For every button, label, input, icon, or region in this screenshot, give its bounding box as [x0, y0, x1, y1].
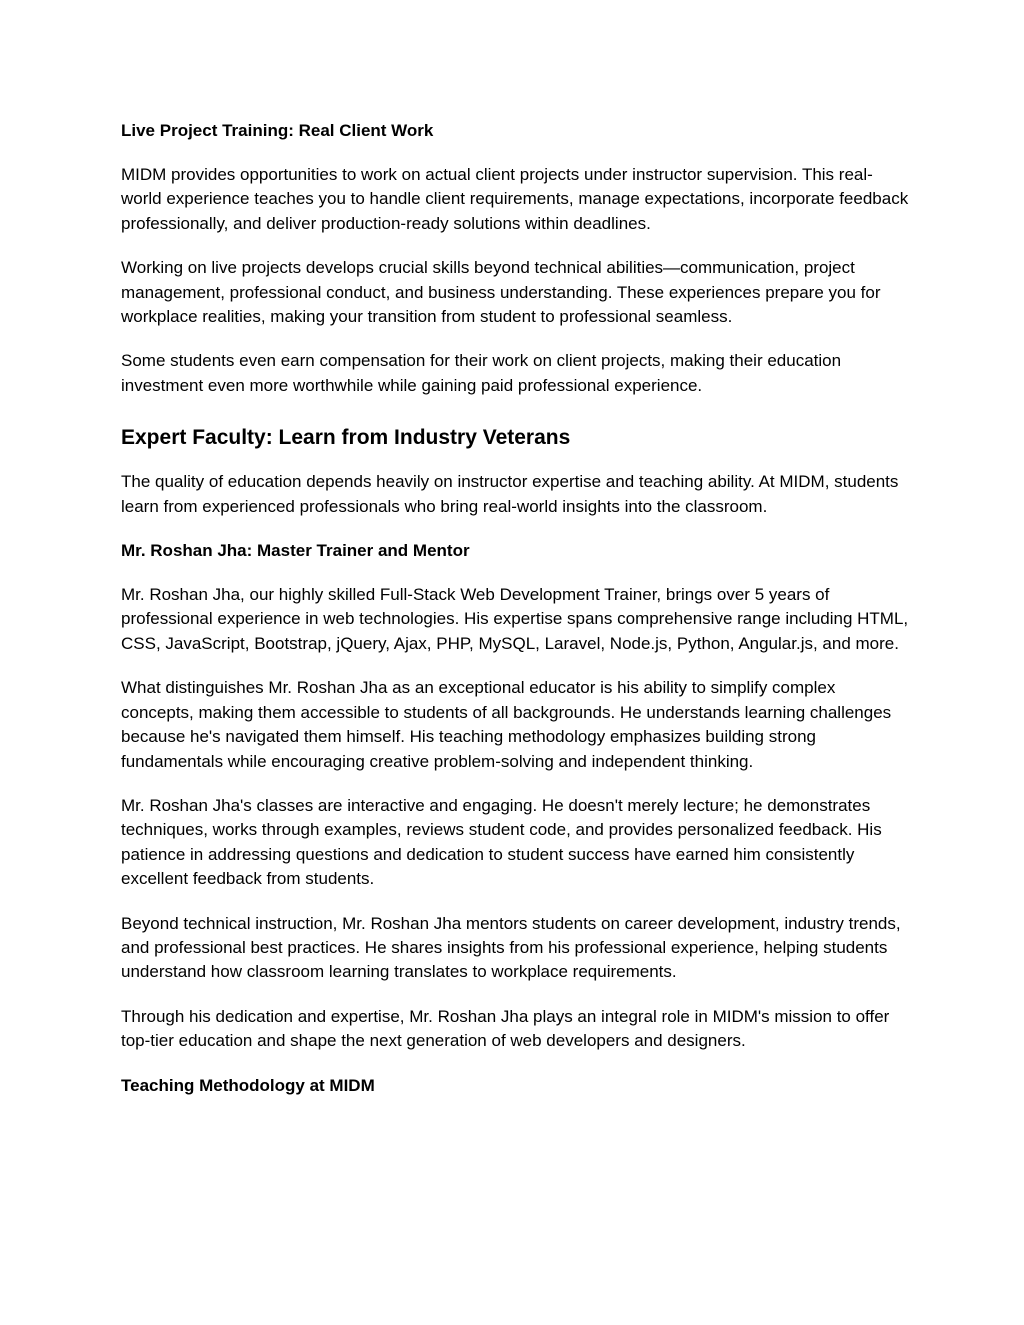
live-project-heading: Live Project Training: Real Client Work	[121, 121, 434, 140]
live-project-paragraph-2: Working on live projects develops crucial skills beyond technical abilities—communication, project management, professional conduct, and business understanding. These experiences prepare you for workplace realities, making your transition from student to professional seamless.	[121, 258, 881, 327]
document-page	[121, 119, 911, 1118]
roshan-jha-heading: Mr. Roshan Jha: Master Trainer and Mentor	[121, 541, 470, 561]
roshan-jha-paragraph-1: Mr. Roshan Jha, our highly skilled Full-Stack Web Development Trainer, brings over 5 years of professional experience in web technologies. His expertise spans comprehensive range including HTML, CSS, JavaScript, Bootstrap, jQuery, Ajax, PHP, MySQL, Laravel, Node.js, Python, Angular.js, and more.	[121, 585, 909, 653]
roshan-jha-paragraph-5: Through his dedication and expertise, Mr. Roshan Jha plays an integral role in MIDM's mission to offer top-tier education and shape the next generation of web developers and designers.	[121, 1006, 890, 1051]
live-project-paragraph-1: MIDM provides opportunities to work on actual client projects under instructor supervision. This real-world experience teaches you to handle client requirements, manage expectations, incorporate feedback professionally, and deliver production-ready solutions within deadlines.	[121, 165, 909, 233]
teaching-methodology-heading: Teaching Methodology at MIDM	[121, 1075, 375, 1095]
live-project-paragraph-3: Some students even earn compensation for their work on client projects, making their education investment even more worthwhile while gaining paid professional experience.	[121, 351, 842, 395]
expert-faculty-intro: The quality of education depends heavily on instructor expertise and teaching ability. At MIDM, students learn from experienced professionals who bring real-world insights into the classroom.	[121, 472, 899, 516]
roshan-jha-paragraph-4: Beyond technical instruction, Mr. Roshan Jha mentors students on career development, industry trends, and professional best practices. He shares insights from his professional experience, helping students understand how classroom learning translates to workplace requirements.	[121, 913, 901, 982]
roshan-jha-paragraph-3: Mr. Roshan Jha's classes are interactive and engaging. He doesn't merely lecture; he demonstrates techniques, works through examples, reviews student code, and provides personalized feedback. His patience in addressing questions and dedication to student success have earned him consistently excellent feedback from students.	[121, 795, 882, 889]
expert-faculty-heading: Expert Faculty: Learn from Industry Veterans	[121, 426, 571, 450]
roshan-jha-paragraph-2: What distinguishes Mr. Roshan Jha as an exceptional educator is his ability to simplify complex concepts, making them accessible to students of all backgrounds. He understands learning challenges because he's navigated them himself. His teaching methodology emphasizes building strong fundamentals while encouraging creative problem-solving and independent thinking.	[121, 678, 892, 771]
